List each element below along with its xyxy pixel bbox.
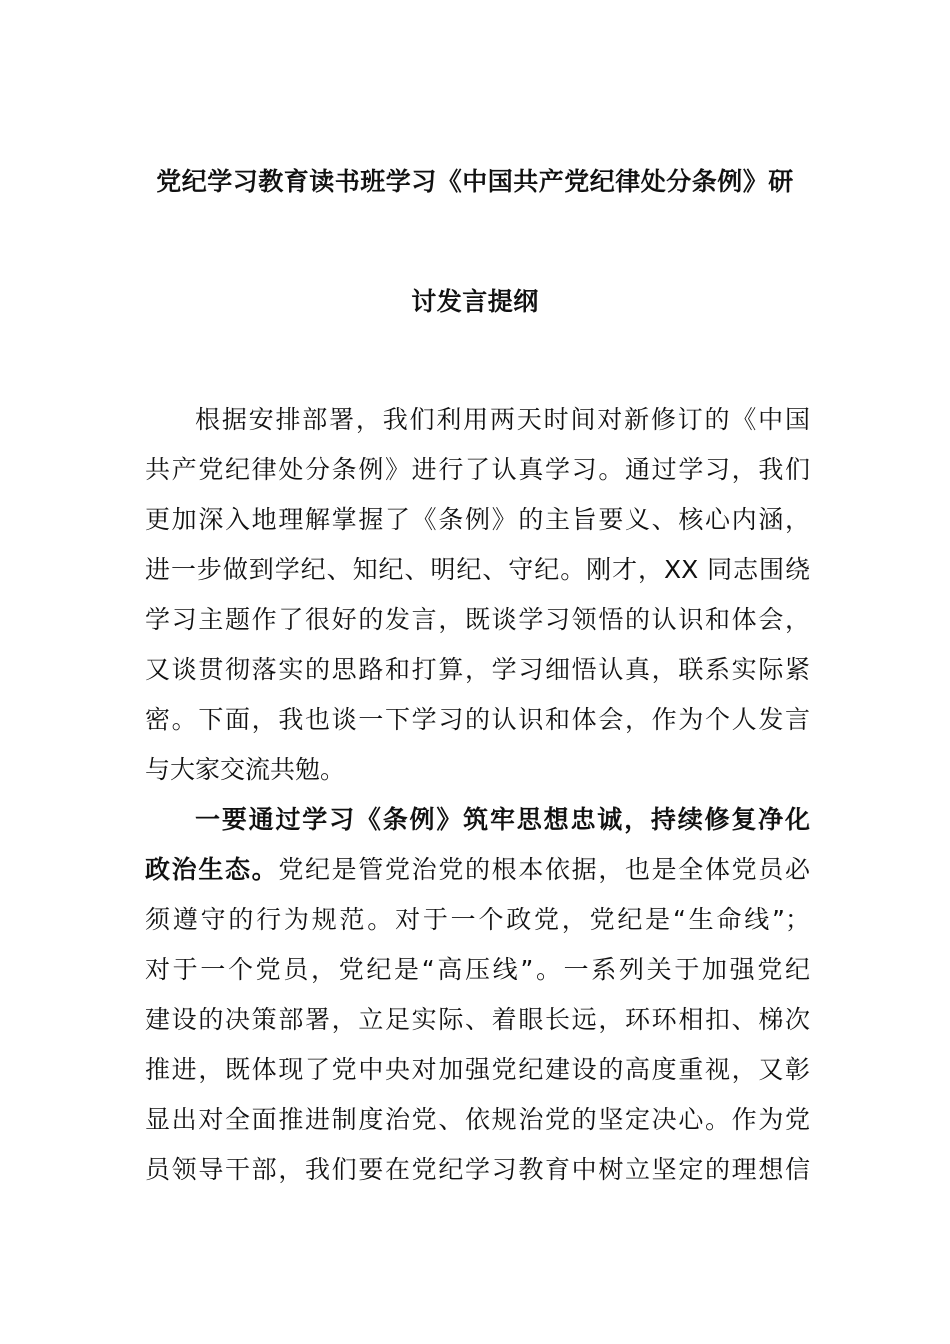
paragraph-2-line: 员领导干部，我们要在党纪学习教育中树立坚定的理想信 [145,1155,810,1184]
paragraph-2-heading-end: 政治生态。 [145,855,279,884]
paragraph-2-line: 显出对全面推进制度治党、依规治党的坚定决心。作为党 [145,1105,810,1134]
paragraph-2-line: 推进，既体现了党中央对加强党纪建设的高度重视，又彰 [145,1055,810,1084]
paragraph-2-heading: 一要通过学习《条例》筑牢思想忠诚，持续修复净化 [195,805,810,834]
paragraph-1-line: 密。下面，我也谈一下学习的认识和体会，作为个人发言 [145,705,810,734]
paragraph-1-line: 与大家交流共勉。 [145,755,346,784]
paragraph-1-line: 进一步做到学纪、知纪、明纪、守纪。刚才，XX 同志围绕 [145,555,810,584]
document-title-line-1: 党纪学习教育读书班学习《中国共产党纪律处分条例》研 [156,167,794,196]
paragraph-1-line: 又谈贯彻落实的思路和打算，学习细悟认真，联系实际紧 [145,655,810,684]
paragraph-2-line: 须遵守的行为规范。对于一个政党，党纪是“生命线”； [145,905,810,934]
paragraph-2-text: 党纪是管党治党的根本依据，也是全体党员必 [278,855,810,884]
paragraph-1-line: 学习主题作了很好的发言，既谈学习领悟的认识和体会， [145,605,810,634]
paragraph-2-line [145,850,810,890]
paragraph-2-line: 对于一个党员，党纪是“高压线”。一系列关于加强党纪 [145,955,810,984]
paragraph-1-line: 更加深入地理解掌握了《条例》的主旨要义、核心内涵， [145,505,810,534]
document-title-line-2: 讨发言提纲 [411,287,539,316]
paragraph-1-line: 共产党纪律处分条例》进行了认真学习。通过学习，我们 [145,455,810,484]
paragraph-1-line: 根据安排部署，我们利用两天时间对新修订的《中国 [195,405,810,434]
paragraph-2-line: 建设的决策部署，立足实际、着眼长远，环环相扣、梯次 [145,1005,810,1034]
